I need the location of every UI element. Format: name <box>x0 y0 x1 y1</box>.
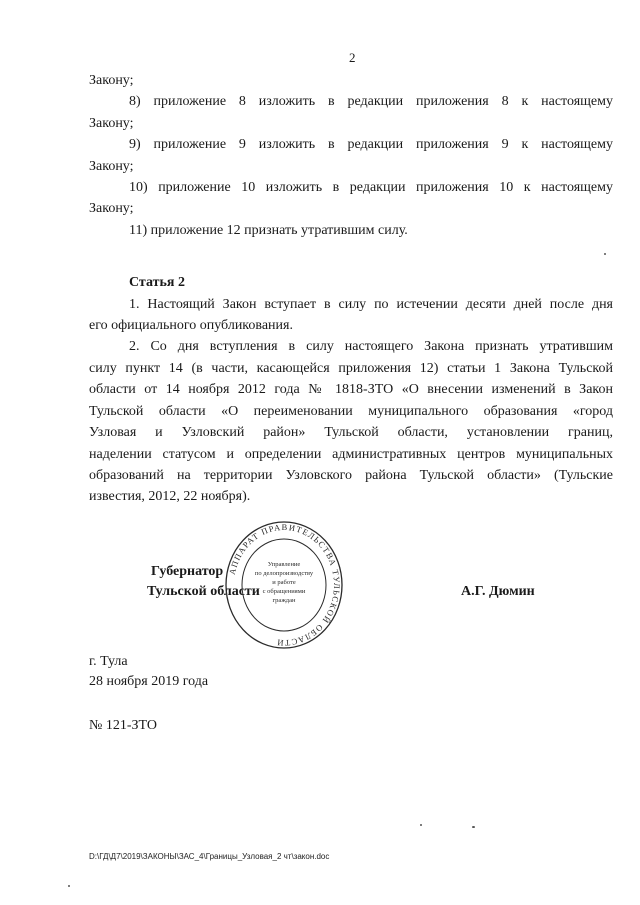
paragraph-continuation: Закону; <box>89 158 134 174</box>
signatory-name: А.Г. Дюмин <box>461 584 535 599</box>
article-paragraph-continuation: Тульской области «О переименовании муниципального образования «город <box>89 403 613 419</box>
law-number: № 121-ЗТО <box>89 718 158 733</box>
document-body <box>89 70 613 508</box>
file-path-footer: D:\ГД\Д7\2019\ЗАКОНЫ\ЗАС_4\Границы_Узловая_2 чт\закон.doc <box>89 852 330 861</box>
article-heading: Статья 2 <box>129 275 185 291</box>
city: г. Тула <box>89 654 128 669</box>
page-number: 2 <box>349 50 356 65</box>
signing-date: 28 ноября 2019 года <box>89 674 209 689</box>
paragraph: 11) приложение 12 признать утратившим силу. <box>129 222 408 238</box>
place-and-date <box>89 652 208 692</box>
article-paragraph: 1. Настоящий Закон вступает в силу по истечении десяти дней после дня <box>129 296 613 312</box>
scan-speck <box>604 253 606 255</box>
paragraph: Закону; <box>89 73 134 88</box>
svg-text:и работе: и работе <box>272 579 296 586</box>
article-paragraph-continuation: области от 14 ноября 2012 года № 1818-ЗТО «О внесении изменений в Закон <box>89 382 613 398</box>
article-paragraph-continuation: силу пункт 14 (в части, касающейся приложения 12) статьи 1 Закона Тульской <box>89 360 613 376</box>
svg-text:с обращениями: с обращениями <box>262 588 306 595</box>
article-paragraph-continuation: известия, 2012, 22 ноября). <box>89 489 251 505</box>
official-seal-icon <box>224 520 344 650</box>
signatory-region: Тульской области <box>147 584 260 599</box>
article-paragraph-continuation: наделении статусом и определении административных центров муниципальных <box>89 446 613 462</box>
paragraph: 8) приложение 8 изложить в редакции приложения 8 к настоящему <box>129 94 613 110</box>
scan-speck <box>472 826 475 828</box>
svg-text:граждан: граждан <box>272 597 296 604</box>
scan-speck <box>420 824 422 826</box>
seal-ring-text: АППАРАТ ПРАВИТЕЛЬСТВА ТУЛЬСКОЙ ОБЛАСТИ <box>226 521 343 649</box>
article-paragraph: 2. Со дня вступления в силу настоящего Закона признать утратившим <box>129 339 613 355</box>
signatory-title: Губернатор <box>151 564 224 579</box>
svg-text:Управление: Управление <box>267 561 301 568</box>
article-paragraph-continuation: его официального опубликования. <box>89 318 293 334</box>
paragraph: 9) приложение 9 изложить в редакции приложения 9 к настоящему <box>129 137 613 153</box>
paragraph-continuation: Закону; <box>89 115 134 131</box>
paragraph: 10) приложение 10 изложить в редакции приложения 10 к настоящему <box>129 180 613 196</box>
svg-text:по делопроизводству: по делопроизводству <box>254 570 314 577</box>
article-paragraph-continuation: образований на территории Узловского района Тульской области» (Тульские <box>89 467 613 483</box>
svg-text:АППАРАТ ПРАВИТЕЛЬСТВА ТУЛЬСКОЙ <box>227 522 342 648</box>
scan-speck <box>68 885 70 887</box>
article-paragraph-continuation: Узловая и Узловский район» Тульской области, установлении границ, <box>89 425 613 441</box>
spacer <box>89 241 613 272</box>
paragraph-continuation: Закону; <box>89 201 134 217</box>
